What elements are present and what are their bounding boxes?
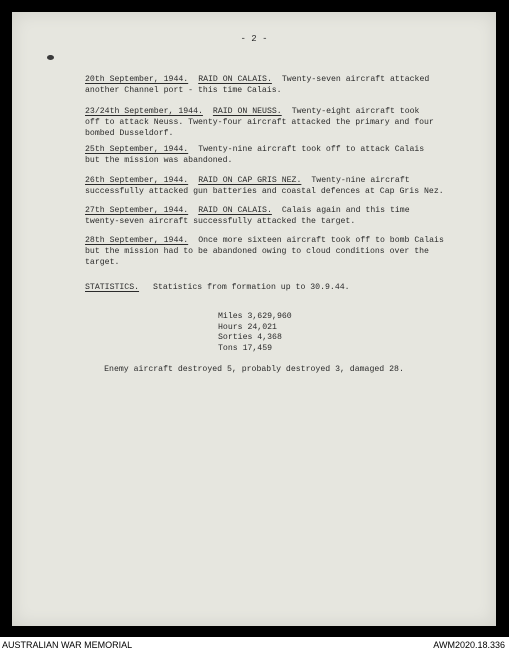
entry-heading: RAID ON NEUSS. — [212, 107, 282, 116]
entry-text: twenty-seven aircraft successfully attacked the target. — [85, 217, 356, 226]
entry-line — [85, 106, 465, 117]
ink-smudge — [47, 55, 54, 60]
entry-line — [85, 74, 465, 85]
entry-text: off to attack Neuss. Twenty-four aircraft attacked the primary and four — [85, 118, 434, 127]
footer-accession-number: AWM2020.18.336 — [433, 640, 505, 650]
entry-text: successfully attacked gun batteries and coastal defences at Cap Gris Nez. — [85, 187, 444, 196]
statistics-heading-line — [85, 282, 350, 293]
entry-date: 25th September, 1944. — [85, 145, 189, 154]
statistics-row: Hours 24,021 — [218, 322, 277, 332]
entry-date: 27th September, 1944. — [85, 206, 189, 215]
entry-text: bombed Dusseldorf. — [85, 129, 174, 138]
statistics-intro: Statistics from formation up to 30.9.44. — [153, 283, 350, 292]
entry-line — [85, 205, 465, 216]
entry-text: Twenty-seven aircraft attacked — [281, 75, 430, 84]
entry-date: 26th September, 1944. — [85, 176, 189, 185]
entry-line — [85, 235, 465, 246]
statistics-row: Sorties 4,368 — [218, 333, 282, 343]
entry-text: Once more sixteen aircraft took off to bomb Calais — [198, 236, 444, 245]
entry-line — [85, 175, 465, 186]
statistics-row: Tons 17,459 — [218, 343, 273, 353]
footer-institution: AUSTRALIAN WAR MEMORIAL — [2, 640, 133, 650]
entry-20-september — [85, 74, 465, 96]
entry-text: Twenty-nine aircraft — [311, 176, 410, 185]
entry-text: but the mission had to be abandoned owing to cloud conditions over the — [85, 247, 429, 256]
entry-26-september — [85, 175, 465, 197]
entry-date: 28th September, 1944. — [85, 236, 189, 245]
archive-footer — [0, 637, 509, 653]
entry-text: target. — [85, 258, 120, 267]
entry-28-september — [85, 235, 465, 268]
entry-text: Calais again and this time — [281, 206, 410, 215]
entry-27-september — [85, 205, 465, 227]
document-page — [12, 12, 496, 626]
statistics-row: Miles 3,629,960 — [218, 312, 292, 321]
entry-date: 23/24th September, 1944. — [85, 107, 203, 116]
entry-23-24-september — [85, 106, 465, 139]
entry-heading: RAID ON CALAIS. — [198, 206, 272, 215]
entry-text: another Channel port - this time Calais. — [85, 86, 282, 95]
statistics-list — [218, 312, 292, 354]
entry-line — [85, 144, 465, 155]
entry-text: Twenty-nine aircraft took off to attack Calais — [198, 145, 425, 154]
entry-25-september — [85, 144, 465, 166]
entry-date: 20th September, 1944. — [85, 75, 189, 84]
enemy-aircraft-summary: Enemy aircraft destroyed 5, probably destroyed 3, damaged 28. — [104, 365, 404, 374]
entry-text: Twenty-eight aircraft took — [291, 107, 420, 116]
page-number: - 2 - — [240, 34, 268, 44]
entry-text: but the mission was abandoned. — [85, 156, 233, 165]
entry-heading: RAID ON CALAIS. — [198, 75, 272, 84]
entry-heading: RAID ON CAP GRIS NEZ. — [198, 176, 302, 185]
statistics-heading: STATISTICS. — [85, 283, 140, 292]
